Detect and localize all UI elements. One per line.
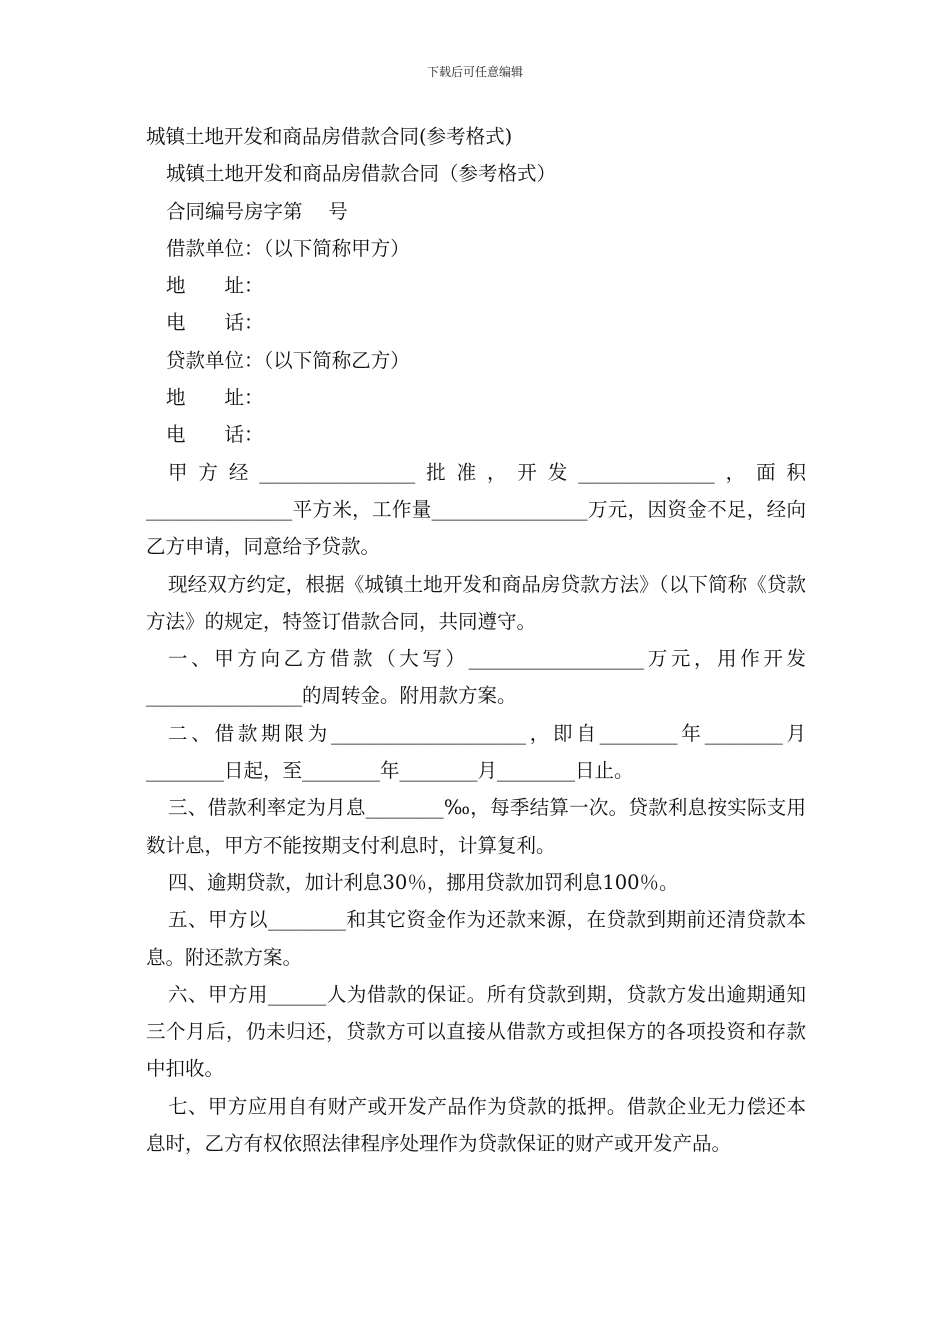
paragraph-agreement: 现经双方约定，根据《城镇土地开发和商品房贷款方法》（以下简称《贷款方法》的规定，特签订借款合同，共同遵守。 [146, 572, 806, 633]
contract-number: 合同编号房字第 号 [166, 199, 348, 223]
clause-5-repayment: 五、甲方以________和其它资金作为还款来源，在贷款到期前还清贷款本息。附还款方案。 [146, 908, 806, 969]
clause-7-collateral: 七、甲方应用自有财产或开发产品作为贷款的抵押。借款企业无力偿还本息时，乙方有权依照法律程序处理作为贷款保证的财产或开发产品。 [146, 1094, 806, 1156]
borrower-phone: 电 话： [166, 311, 264, 335]
borrower-label: 借款单位：（以下简称甲方） [166, 236, 410, 260]
paragraph-approval: 甲方经________________批准，开发______________，面积_______________平方米，工作量________________万元，因资金不足，经向乙方申请，同意给予贷款。 [146, 460, 806, 559]
document-title: 城镇土地开发和商品房借款合同(参考格式) [146, 125, 513, 148]
clause-6-guarantee: 六、甲方用______人为借款的保证。所有贷款到期，贷款方发出逾期通知三个月后，仍未归还，贷款方可以直接从借款方或担保方的各项投资和存款中扣收。 [146, 982, 806, 1081]
lender-phone: 电 话： [166, 423, 264, 447]
borrower-address: 地 址： [166, 274, 264, 298]
lender-label: 贷款单位：（以下简称乙方） [166, 348, 410, 372]
lender-address: 地 址： [166, 386, 264, 410]
clause-3-interest-rate: 三、借款利率定为月息________‰，每季结算一次。贷款利息按实际支用数计息，甲方不能按期支付利息时，计算复利。 [146, 796, 806, 857]
document-subtitle: 城镇土地开发和商品房借款合同（参考格式） [166, 162, 557, 186]
page-header-note: 下载后可任意编辑 [426, 65, 523, 79]
document-body [146, 118, 806, 1162]
clause-1-loan-amount: 一、甲方向乙方借款（大写）__________________万元，用作开发________________的周转金。附用款方案。 [146, 647, 806, 708]
clause-2-loan-term: 二、借款期限为____________________，即自________年________月________日起，至________年________月________日止。 [146, 721, 806, 783]
clause-4-overdue: 四、逾期贷款，加计利息30％，挪用贷款加罚利息100％。 [168, 870, 679, 894]
